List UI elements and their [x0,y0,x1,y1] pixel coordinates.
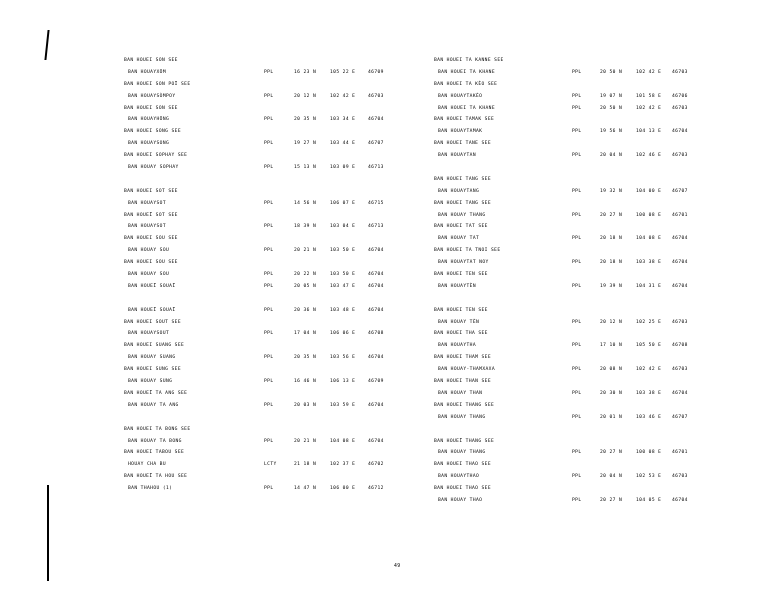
entry-type: PPL [572,93,582,99]
entry-lon: 103 44 E [330,141,356,147]
entry-type: PPL [264,438,274,444]
entry-code: 46701 [672,450,688,456]
entry-name: BAN HOUAY SUNG [128,379,173,385]
entry-lon: 104 31 E [636,283,662,289]
entry-type: PPL [572,319,582,325]
entry-code: 46704 [368,272,384,278]
entry-lat: 17 04 N [294,331,317,337]
entry-name: BAN HOUEI SUANG SEE [124,343,185,349]
entry-name: BAN HOUAYTHAO [438,474,480,480]
entry-name: BAN HOUEÏ TA HOU SEE [124,474,188,480]
entry-type: PPL [572,343,582,349]
entry-name: BAN HOUAY TAT [438,236,480,242]
entry-lat: 19 27 N [294,141,317,147]
entry-lat: 20 35 N [294,117,317,123]
entry-lat: 14 47 N [294,486,317,492]
entry-name: BAN HOUEI SOU SEE [124,236,178,242]
entry-lat: 20 12 N [294,93,317,99]
entry-name: BAN HOUEI SOUT SEE [124,319,181,325]
entry-lat: 20 18 N [600,260,623,266]
entry-code: 46703 [672,153,688,159]
entry-lon: 104 08 E [330,438,356,444]
entry-name: BAN HOUAYTANG [438,188,480,194]
entry-lat: 20 36 N [294,307,317,313]
entry-lat: 19 32 N [600,188,623,194]
entry-lon: 103 56 E [330,355,356,361]
entry-name: BAN HOUEI TAT SEE [434,224,488,230]
entry-name: BAN HOUEÏ THANG SEE [434,438,495,444]
entry-lon: 102 25 E [636,319,662,325]
entry-type: PPL [572,283,582,289]
entry-code: 46702 [368,462,384,468]
entry-name: BAN HOUEI TA TNOI SEE [434,248,501,254]
entry-lon: 103 50 E [330,272,356,278]
entry-lat: 20 12 N [600,319,623,325]
entry-lat: 20 27 N [600,497,623,503]
entry-code: 46703 [368,93,384,99]
entry-code: 46704 [368,355,384,361]
entry-name: BAN HOUAY SOPHAY [128,165,179,171]
entry-type: PPL [572,414,582,420]
entry-name: BAN HOUEI TA KHANE [438,69,495,75]
entry-code: 46704 [672,497,688,503]
entry-name: BAN HOUAYSOT [128,200,166,206]
entry-name: BAN HOUEI TEN SEE [434,307,488,313]
entry-name: BAN HOUAY SOU [128,272,170,278]
entry-lon: 106 13 E [330,379,356,385]
entry-type: PPL [264,200,274,206]
entry-name: BAN HOUEI TANG SEE [434,200,491,206]
entry-name: BAN HOUAYSÒMPOY [128,93,176,99]
entry-type: PPL [264,307,274,313]
entry-code: 46704 [368,402,384,408]
entry-name: BAN HOUEI TAMAK SEE [434,117,495,123]
entry-type: PPL [264,402,274,408]
entry-lon: 102 42 E [636,69,662,75]
entry-lon: 104 08 E [636,236,662,242]
entry-lat: 18 39 N [294,224,317,230]
entry-name: BAN HOUEI SUNG SEE [124,367,181,373]
entry-type: PPL [572,69,582,75]
entry-type: PPL [572,105,582,111]
entry-lon: 106 00 E [330,486,356,492]
entry-lon: 102 42 E [636,105,662,111]
entry-lat: 20 27 N [600,212,623,218]
entry-code: 46706 [672,93,688,99]
entry-type: PPL [264,248,274,254]
entry-lon: 103 48 E [330,307,356,313]
entry-lon: 103 59 E [330,402,356,408]
entry-code: 46703 [672,367,688,373]
entry-type: PPL [572,212,582,218]
entry-type: PPL [572,188,582,194]
entry-code: 46715 [368,200,384,206]
entry-name: BAN HOUEI TA BONG SEE [124,426,191,432]
entry-name: BAN HOUAY TA ANG [128,402,179,408]
entry-lon: 100 08 E [636,450,662,456]
scan-edge-mark-top [44,30,49,60]
entry-name: BAN HOUEÏ SOUAÏ [128,307,176,313]
entry-lon: 104 05 E [636,497,662,503]
scan-edge-mark-bottom [47,485,49,581]
entry-name: BAN HOUAYSONG [128,141,170,147]
entry-type: PPL [264,141,274,147]
entry-type: PPL [264,117,274,123]
page-number: 49 [394,564,401,569]
entry-lat: 19 39 N [600,283,623,289]
entry-type: PPL [264,165,274,171]
entry-name: BAN HOUAYSOUT [128,331,170,337]
entry-code: 46712 [368,486,384,492]
entry-name: BAN HOUAY-THAMXAXA [438,367,495,373]
entry-name: BAN HOUEI TA KHANE [438,105,495,111]
entry-lon: 103 34 E [330,117,356,123]
entry-type: PPL [572,153,582,159]
entry-name: BAN HOUEÏ TA ANG SEE [124,390,188,396]
entry-name: BAN HOUEI SOT SEE [124,188,178,194]
entry-lat: 20 04 N [600,153,623,159]
entry-name: BAN HOUAY THAN [438,390,483,396]
entry-name: BAN HOUAYXŌM [128,69,166,75]
entry-lon: 101 58 E [636,93,662,99]
entry-lat: 19 07 N [600,93,623,99]
entry-name: BAN HOUEI TANG SEE [434,176,491,182]
entry-name: HOUAY CHA BU [128,462,166,468]
entry-code: 46704 [368,283,384,289]
entry-lon: 106 07 E [330,200,356,206]
entry-code: 46713 [368,224,384,230]
entry-code: 46703 [672,69,688,75]
entry-lat: 20 21 N [294,438,317,444]
entry-type: PPL [264,224,274,230]
entry-lon: 103 04 E [330,224,356,230]
entry-code: 46707 [368,141,384,147]
entry-lon: 105 50 E [636,343,662,349]
entry-lat: 20 22 N [294,272,317,278]
entry-name: BAN HOUAYTAMAK [438,129,483,135]
entry-lon: 102 53 E [636,474,662,480]
entry-lat: 20 05 N [294,283,317,289]
entry-code: 46701 [672,212,688,218]
entry-name: BAN THAHOU (1) [128,486,173,492]
entry-type: PPL [572,236,582,242]
entry-name: BAN HOUEI SONG SEE [124,129,181,135]
entry-lon: 102 46 E [636,153,662,159]
entry-name: BAN HOUAY SOU [128,248,170,254]
entry-name: BAN HOUEI SOU SEE [124,260,178,266]
entry-lon: 102 42 E [636,367,662,373]
entry-name: BAN HOUAYTAKÈO [438,93,483,99]
entry-code: 46703 [672,319,688,325]
entry-type: PPL [572,390,582,396]
entry-name: BAN HOUEI THAO SEE [434,486,491,492]
entry-type: PPL [572,474,582,480]
entry-code: 46704 [672,260,688,266]
entry-name: BAN HOUEI TA KANNE SEE [434,58,504,63]
entry-type: PPL [572,450,582,456]
entry-code: 46713 [368,165,384,171]
entry-type: PPL [264,331,274,337]
entry-lat: 20 35 N [294,355,317,361]
entry-name: BAN HOUAYSOT [128,224,166,230]
entry-lon: 103 38 E [636,390,662,396]
entry-lat: 20 04 N [600,474,623,480]
entry-name: BAN HOUAYHŌNG [128,117,170,123]
entry-name: BAN HOUEI TANE SEE [434,141,491,147]
entry-name: BAN HOUAY TA BONG [128,438,182,444]
entry-lat: 20 30 N [600,390,623,396]
entry-code: 46704 [368,117,384,123]
entry-name: BAN HOUEI TEN SEE [434,272,488,278]
entry-type: PPL [572,497,582,503]
entry-lat: 20 50 N [600,105,623,111]
entry-lat: 19 56 N [600,129,623,135]
entry-code: 46704 [368,438,384,444]
entry-code: 46704 [672,236,688,242]
entry-code: 46704 [368,307,384,313]
entry-type: PPL [264,379,274,385]
entry-name: BAN HOUEI SON SEE [124,105,178,111]
entry-code: 46704 [672,283,688,289]
entry-lat: 16 23 N [294,69,317,75]
entry-name: BAN HOUAY THAO [438,497,483,503]
entry-type: PPL [264,69,274,75]
entry-name: BAN HOUEI SON SEE [124,58,178,63]
entry-name: BAN HOUAYTAT NOY [438,260,489,266]
entry-code: 46703 [672,105,688,111]
entry-name: BAN HOUAY SUANG [128,355,176,361]
entry-lon: 103 38 E [636,260,662,266]
entry-type: PPL [572,260,582,266]
entry-name: BAN HOUEI THAO SEE [434,462,491,468]
entry-lat: 20 18 N [600,236,623,242]
entry-name: BAN HOUAYTAN [438,153,476,159]
entry-code: 46708 [368,331,384,337]
entry-code: 46709 [368,379,384,385]
entry-code: 46704 [672,129,688,135]
entry-type: PPL [264,272,274,278]
entry-type: PPL [264,486,274,492]
entry-name: BAN HOUEI THA SEE [434,331,488,337]
entry-lat: 20 50 N [600,69,623,75]
entry-lat: 14 56 N [294,200,317,206]
entry-name: BAN HOUAY THANG [438,212,486,218]
entry-lat: 20 21 N [294,248,317,254]
entry-lon: 106 06 E [330,331,356,337]
entry-lat: 20 01 N [600,414,623,420]
entry-lat: 17 10 N [600,343,623,349]
entry-name: BAN HOUEI SOPHAY SEE [124,153,188,159]
entry-code: 46703 [672,474,688,480]
entry-code: 46704 [368,248,384,254]
entry-type: PPL [264,355,274,361]
entry-name: BAN HOUEI SON POÏ SEE [124,81,191,87]
entry-lat: 16 46 N [294,379,317,385]
entry-name: BAN HOUAY THANG [438,450,486,456]
entry-lat: 20 03 N [294,402,317,408]
entry-type: PPL [264,283,274,289]
entry-lon: 103 50 E [330,248,356,254]
entry-lon: 104 00 E [636,188,662,194]
entry-name: BAN HOUEI THAM SEE [434,355,491,361]
entry-type: PPL [572,367,582,373]
entry-type: LCTY [264,462,277,468]
entry-name: BAN HOUAY THANG [438,414,486,420]
entry-name: BAN HOUEÏ SOT SEE [124,212,178,218]
entry-name: BAN HOUEI THAN SEE [434,379,491,385]
entry-lon: 100 08 E [636,212,662,218]
entry-lon: 104 13 E [636,129,662,135]
entry-type: PPL [264,93,274,99]
entry-lon: 102 37 E [330,462,356,468]
entry-lon: 102 42 E [330,93,356,99]
entry-lat: 21 18 N [294,462,317,468]
entry-name: BAN HOUEI TABOU SEE [124,450,185,456]
entry-lon: 105 22 E [330,69,356,75]
entry-name: BAN HOUAYTÈN [438,283,476,289]
entry-code: 46708 [672,343,688,349]
entry-lon: 103 46 E [636,414,662,420]
entry-code: 46707 [672,188,688,194]
entry-code: 46704 [672,390,688,396]
entry-type: PPL [572,129,582,135]
entry-code: 46709 [368,69,384,75]
entry-lat: 20 27 N [600,450,623,456]
entry-name: BAN HOUAYTHA [438,343,476,349]
entry-name: BAN HOUAY TÈN [438,319,480,325]
entry-lon: 103 09 E [330,165,356,171]
entry-lat: 15 13 N [294,165,317,171]
entry-name: BAN HOUEI THANG SEE [434,402,495,408]
entry-lat: 20 08 N [600,367,623,373]
entry-name: BAN HOUEÏ SOUAÏ [128,283,176,289]
entry-lon: 103 47 E [330,283,356,289]
entry-name: BAN HOUEI TA KÈO SEE [434,81,498,87]
entry-code: 46707 [672,414,688,420]
